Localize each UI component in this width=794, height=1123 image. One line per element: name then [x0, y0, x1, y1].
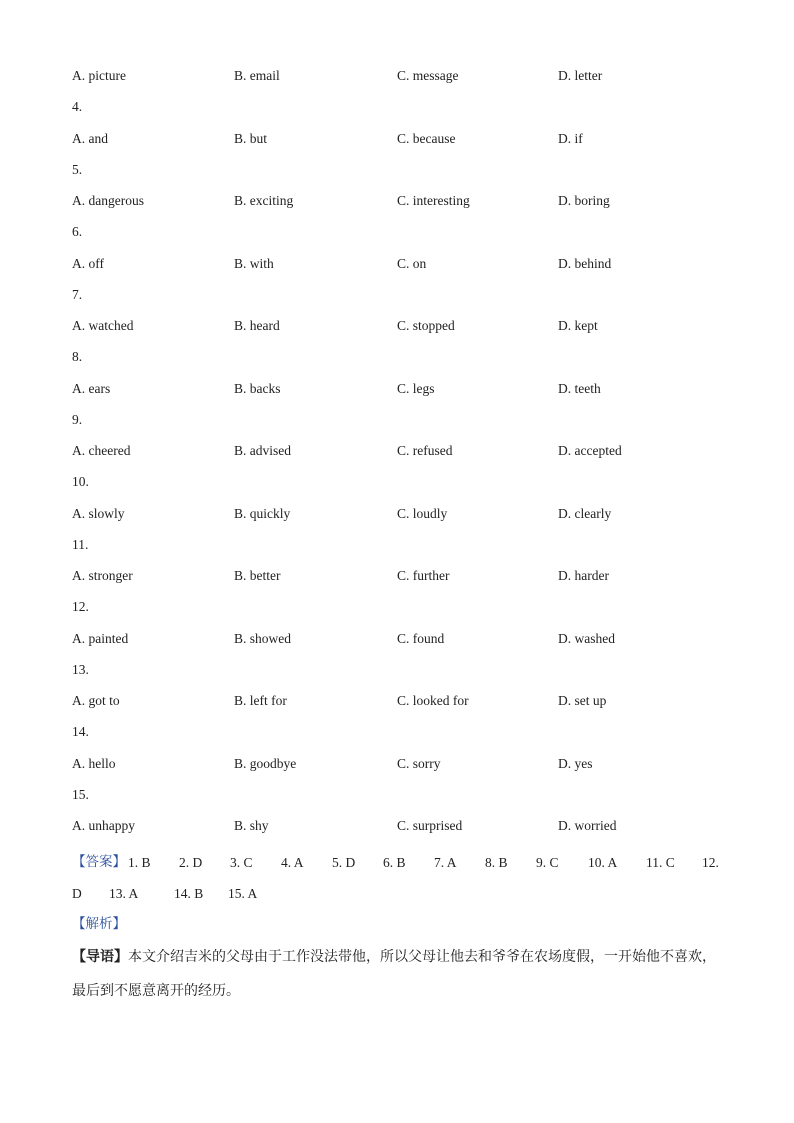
question-number: 10. [72, 474, 89, 490]
question-number: 7. [72, 286, 83, 302]
option-b: B. better [234, 568, 281, 583]
option-row [72, 754, 732, 785]
option-a: A. ears [72, 380, 111, 396]
question-number: 11. [72, 536, 89, 552]
option-row [72, 66, 732, 97]
option-c: C. looked for [397, 693, 469, 708]
option-b: B. but [234, 130, 268, 146]
question-number: 5. [72, 161, 83, 177]
option-c: C. because [397, 130, 456, 146]
option-c: C. found [397, 630, 445, 646]
question-list [72, 66, 732, 1008]
question-number: 9. [72, 411, 83, 427]
answer-block [72, 847, 732, 909]
option-d: D. yes [558, 755, 593, 771]
analysis-label: 【解析】 [72, 916, 126, 933]
question-number: 14. [72, 724, 89, 740]
answer-item: 15. A [228, 886, 258, 902]
option-b: B. heard [234, 318, 280, 333]
option-row [72, 504, 732, 535]
option-b: B. goodbye [234, 755, 297, 771]
question-number: 8. [72, 349, 83, 365]
answer-item: 2. D [179, 855, 203, 871]
option-row [72, 566, 732, 597]
option-b: B. left for [234, 693, 287, 708]
question-number: 6. [72, 224, 83, 240]
option-b: B. quickly [234, 505, 291, 521]
option-row [72, 691, 732, 722]
guide-paragraph [72, 940, 727, 1008]
option-c: C. loudly [397, 505, 448, 521]
answer-item: 3. C [230, 855, 253, 871]
option-a: A. stronger [72, 568, 133, 583]
option-b: B. shy [234, 818, 269, 833]
answer-item: 7. A [434, 855, 457, 871]
question-number: 4. [72, 99, 83, 115]
option-d: D. harder [558, 568, 609, 583]
option-d: D. teeth [558, 380, 601, 396]
option-row [72, 379, 732, 410]
option-row [72, 441, 732, 472]
option-d: D. accepted [558, 443, 622, 458]
option-row [72, 254, 732, 285]
answer-item: 4. A [281, 855, 304, 871]
option-d: D. washed [558, 630, 615, 646]
option-c: C. surprised [397, 818, 463, 833]
option-a: A. hello [72, 755, 116, 771]
option-row [72, 816, 732, 847]
option-a: A. slowly [72, 505, 125, 521]
option-row [72, 316, 732, 347]
option-d: D. if [558, 130, 583, 146]
option-a: A. off [72, 255, 104, 271]
answer-item: 8. B [485, 855, 508, 871]
option-a: A. cheered [72, 443, 131, 458]
option-a: A. unhappy [72, 818, 135, 833]
question-number: 15. [72, 786, 89, 802]
option-b: B. email [234, 68, 280, 83]
option-c: C. refused [397, 443, 453, 458]
answer-item: 13. A [109, 886, 139, 902]
option-c: C. further [397, 568, 450, 583]
answer-item: 1. B [128, 855, 151, 871]
option-c: C. stopped [397, 318, 455, 333]
option-row [72, 629, 732, 660]
option-b: B. exciting [234, 193, 294, 208]
option-d: D. worried [558, 818, 617, 833]
answer-item: 12. [702, 855, 719, 871]
option-c: C. sorry [397, 755, 441, 771]
answer-item: 14. B [174, 886, 204, 902]
answer-item: 6. B [383, 855, 406, 871]
option-d: D. clearly [558, 505, 612, 521]
question-number: 13. [72, 661, 89, 677]
option-c: C. legs [397, 380, 435, 396]
option-a: A. got to [72, 693, 120, 708]
option-row [72, 129, 732, 160]
option-d: D. boring [558, 193, 610, 208]
option-c: C. on [397, 255, 427, 271]
option-a: A. dangerous [72, 193, 144, 208]
option-b: B. showed [234, 630, 291, 646]
answer-item: D [72, 886, 82, 902]
option-a: A. painted [72, 630, 129, 646]
option-c: C. message [397, 68, 459, 83]
guide-label: 【导语】 [72, 949, 128, 966]
option-a: A. picture [72, 68, 126, 83]
option-b: B. backs [234, 380, 281, 396]
option-d: D. set up [558, 693, 607, 708]
option-d: D. kept [558, 318, 598, 333]
answer-label: 【答案】 [72, 854, 126, 871]
option-d: D. letter [558, 68, 603, 83]
question-number: 12. [72, 599, 89, 615]
answer-item: 10. A [588, 855, 618, 871]
option-d: D. behind [558, 255, 612, 271]
option-b: B. advised [234, 443, 291, 458]
answer-item: 5. D [332, 855, 356, 871]
option-c: C. interesting [397, 193, 470, 208]
answer-item: 9. C [536, 855, 559, 871]
option-a: A. and [72, 130, 108, 146]
guide-text: 本文介绍吉米的父母由于工作没法带他，所以父母让他去和爷爷在农场度假，一开始他不喜欢，最后到不愿意离开的经历。 [72, 949, 716, 1000]
option-row [72, 191, 732, 222]
analysis-heading [72, 909, 732, 940]
option-a: A. watched [72, 318, 134, 333]
answer-item: 11. C [646, 855, 675, 871]
option-b: B. with [234, 255, 274, 271]
